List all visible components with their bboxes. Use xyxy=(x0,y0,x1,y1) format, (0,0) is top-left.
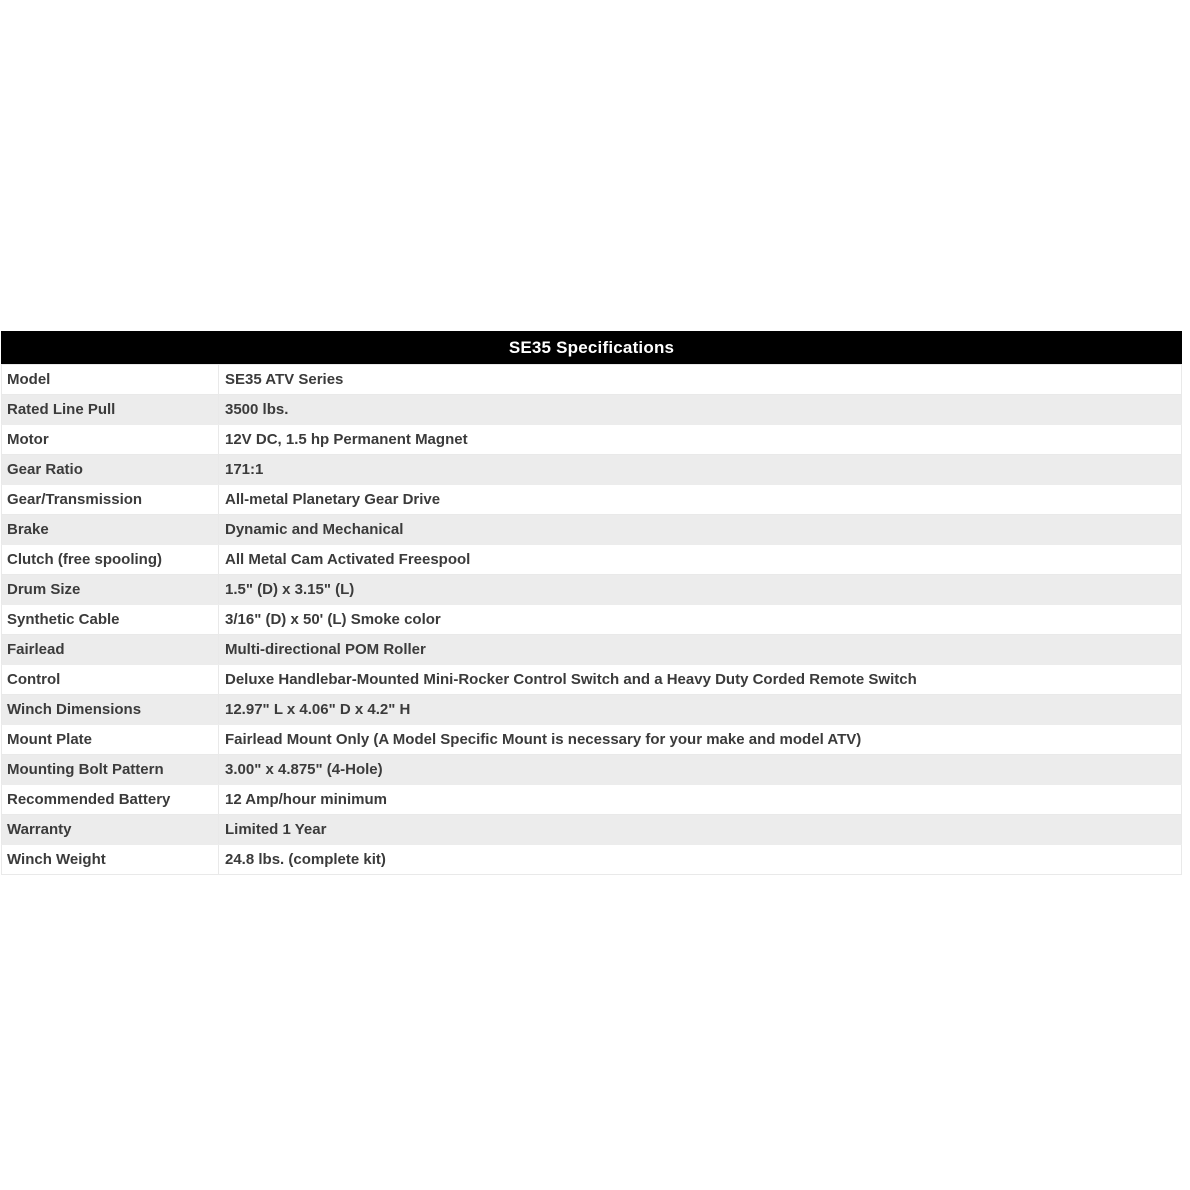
spec-label: Brake xyxy=(2,515,219,545)
spec-value: 3500 lbs. xyxy=(219,395,1182,425)
spec-label: Synthetic Cable xyxy=(2,605,219,635)
spec-value: All Metal Cam Activated Freespool xyxy=(219,545,1182,575)
spec-label: Warranty xyxy=(2,815,219,845)
table-row xyxy=(2,455,1182,485)
spec-label: Recommended Battery xyxy=(2,785,219,815)
spec-value: Deluxe Handlebar-Mounted Mini-Rocker Control Switch and a Heavy Duty Corded Remote Switch xyxy=(219,665,1182,695)
table-row xyxy=(2,425,1182,455)
table-row xyxy=(2,365,1182,395)
spec-label: Mount Plate xyxy=(2,725,219,755)
spec-value: Limited 1 Year xyxy=(219,815,1182,845)
table-row xyxy=(2,785,1182,815)
spec-label: Fairlead xyxy=(2,635,219,665)
spec-value: Dynamic and Mechanical xyxy=(219,515,1182,545)
spec-label: Clutch (free spooling) xyxy=(2,545,219,575)
spec-table-title: SE35 Specifications xyxy=(1,331,1182,364)
table-row xyxy=(2,515,1182,545)
table-row xyxy=(2,755,1182,785)
spec-value: 12.97" L x 4.06" D x 4.2" H xyxy=(219,695,1182,725)
spec-value: Fairlead Mount Only (A Model Specific Mount is necessary for your make and model ATV) xyxy=(219,725,1182,755)
table-row xyxy=(2,725,1182,755)
spec-value: SE35 ATV Series xyxy=(219,365,1182,395)
table-row xyxy=(2,695,1182,725)
spec-value: 24.8 lbs. (complete kit) xyxy=(219,845,1182,875)
spec-label: Winch Dimensions xyxy=(2,695,219,725)
table-row xyxy=(2,605,1182,635)
specifications-section xyxy=(1,331,1182,875)
spec-label: Drum Size xyxy=(2,575,219,605)
spec-label: Motor xyxy=(2,425,219,455)
spec-label: Winch Weight xyxy=(2,845,219,875)
spec-value: All-metal Planetary Gear Drive xyxy=(219,485,1182,515)
table-row xyxy=(2,635,1182,665)
spec-label: Mounting Bolt Pattern xyxy=(2,755,219,785)
table-row xyxy=(2,485,1182,515)
spec-value: Multi-directional POM Roller xyxy=(219,635,1182,665)
spec-label: Gear Ratio xyxy=(2,455,219,485)
spec-value: 1.5" (D) x 3.15" (L) xyxy=(219,575,1182,605)
spec-table xyxy=(1,364,1182,875)
spec-value: 12 Amp/hour minimum xyxy=(219,785,1182,815)
spec-value: 12V DC, 1.5 hp Permanent Magnet xyxy=(219,425,1182,455)
table-row xyxy=(2,575,1182,605)
table-row xyxy=(2,545,1182,575)
table-row xyxy=(2,665,1182,695)
table-row xyxy=(2,815,1182,845)
spec-table-body xyxy=(2,365,1182,875)
spec-label: Model xyxy=(2,365,219,395)
spec-label: Control xyxy=(2,665,219,695)
table-row xyxy=(2,395,1182,425)
table-row xyxy=(2,845,1182,875)
spec-value: 171:1 xyxy=(219,455,1182,485)
spec-label: Rated Line Pull xyxy=(2,395,219,425)
spec-label: Gear/Transmission xyxy=(2,485,219,515)
spec-value: 3.00" x 4.875" (4-Hole) xyxy=(219,755,1182,785)
spec-value: 3/16" (D) x 50' (L) Smoke color xyxy=(219,605,1182,635)
